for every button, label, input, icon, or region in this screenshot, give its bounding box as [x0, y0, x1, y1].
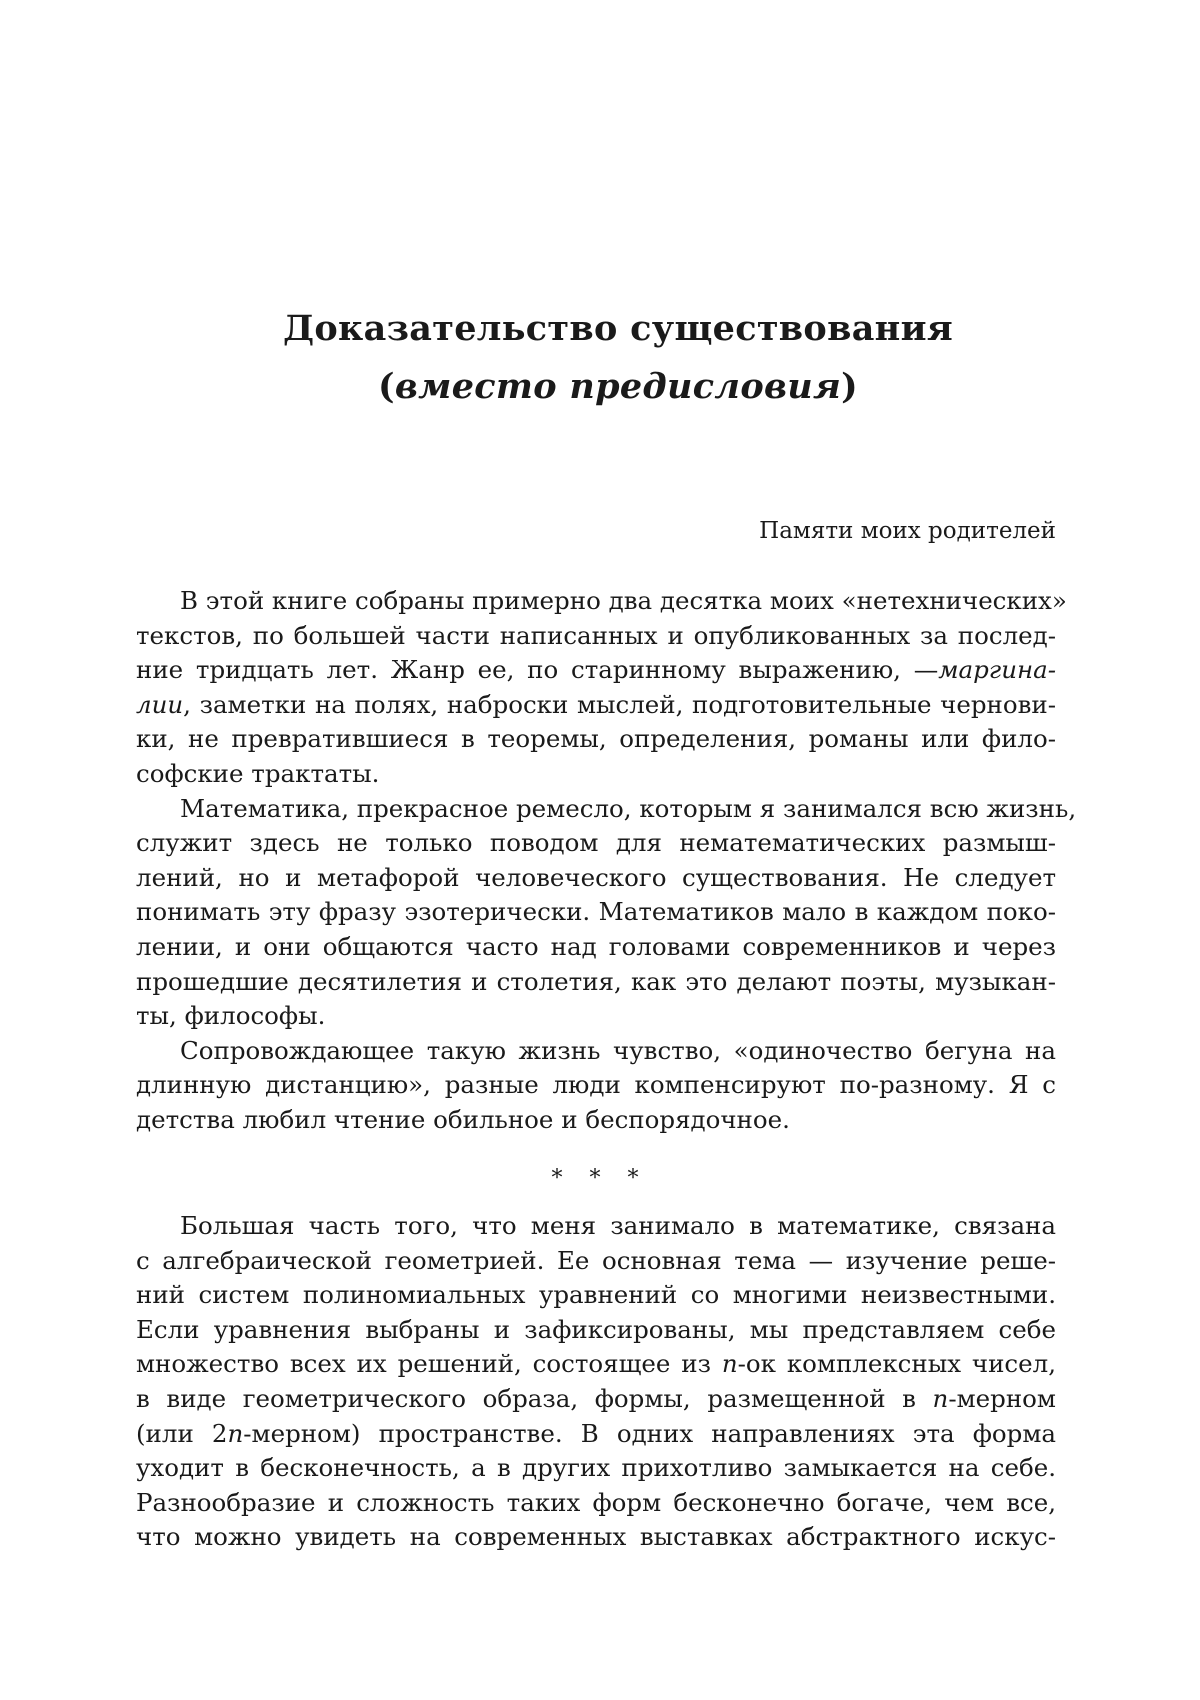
text-line: Если уравнения выбраны и зафиксированы, мы представляем себе — [136, 1313, 1056, 1348]
text-line — [136, 653, 1056, 688]
text-line: Сопровождающее такую жизнь чувство, «одиночество бегуна на — [136, 1034, 1056, 1069]
book-page — [0, 0, 1200, 1700]
subtitle-italic-text: вместо предисловия — [395, 366, 841, 407]
text-line: понимать эту фразу эзотерически. Математиков мало в каждом поко- — [136, 895, 1056, 930]
text-line: с алгебраической геометрией. Ее основная тема — изучение реше- — [136, 1244, 1056, 1279]
text-line — [136, 1347, 1056, 1382]
text-line — [136, 1382, 1056, 1417]
section-separator: * * * — [0, 1166, 1200, 1191]
intro-section — [136, 584, 1056, 1138]
text-line: лений, но и метафорой человеческого существования. Не следует — [136, 861, 1056, 896]
text-line: что можно увидеть на современных выставках абстрактного искус- — [136, 1520, 1056, 1555]
text-line: лении, и они общаются часто над головами современников и через — [136, 930, 1056, 965]
text-run: , заметки на полях, наброски мыслей, подготовительные чернови- — [183, 690, 1056, 719]
text-run: (или 2 — [136, 1419, 227, 1448]
text-run: в виде геометрического образа, формы, размещенной в — [136, 1384, 916, 1413]
chapter-title: Доказательство существования — [18, 308, 1200, 349]
text-line: детства любил чтение обильное и беспорядочное. — [136, 1103, 1056, 1138]
subtitle-open-paren: ( — [378, 366, 395, 407]
text-line: ты, философы. — [136, 999, 1056, 1034]
italic-run: маргина- — [938, 655, 1056, 684]
text-line: софские трактаты. — [136, 757, 1056, 792]
text-line — [136, 1417, 1056, 1452]
text-run: ние тридцать лет. Жанр ее, по старинному выражению, — — [136, 655, 938, 684]
algebraic-geometry-section — [136, 1209, 1056, 1555]
italic-variable: n — [933, 1384, 949, 1413]
italic-variable: n — [722, 1349, 738, 1378]
text-run: -мерном) пространстве. В одних направлениях эта форма — [243, 1419, 1056, 1448]
italic-run: лии — [136, 690, 183, 719]
text-line: Разнообразие и сложность таких форм бесконечно богаче, чем все, — [136, 1486, 1056, 1521]
text-line: ки, не превратившиеся в теоремы, определения, романы или фило- — [136, 722, 1056, 757]
text-line — [136, 688, 1056, 723]
chapter-subtitle — [18, 366, 1200, 407]
text-line: прошедшие десятилетия и столетия, как это делают поэты, музыкан- — [136, 965, 1056, 1000]
text-line: длинную дистанцию», разные люди компенсируют по-разному. Я с — [136, 1068, 1056, 1103]
text-run: множество всех их решений, состоящее из — [136, 1349, 711, 1378]
text-line: ний систем полиномиальных уравнений со многими неизвестными. — [136, 1278, 1056, 1313]
text-run: -мерном — [948, 1384, 1056, 1413]
text-run: -ок комплексных чисел, — [738, 1349, 1056, 1378]
subtitle-close-paren: ) — [841, 366, 858, 407]
text-line: уходит в бесконечность, а в других прихотливо замыкается на себе. — [136, 1451, 1056, 1486]
text-line: Математика, прекрасное ремесло, которым я занимался всю жизнь, — [136, 792, 1056, 827]
text-line: текстов, по большей части написанных и опубликованных за послед- — [136, 619, 1056, 654]
dedication: Памяти моих родителей — [680, 518, 1056, 544]
text-line: Большая часть того, что меня занимало в математике, связана — [136, 1209, 1056, 1244]
italic-variable: n — [227, 1419, 243, 1448]
text-line: В этой книге собраны примерно два десятка моих «нетехнических» — [136, 584, 1056, 619]
text-line: служит здесь не только поводом для нематематических размыш- — [136, 826, 1056, 861]
